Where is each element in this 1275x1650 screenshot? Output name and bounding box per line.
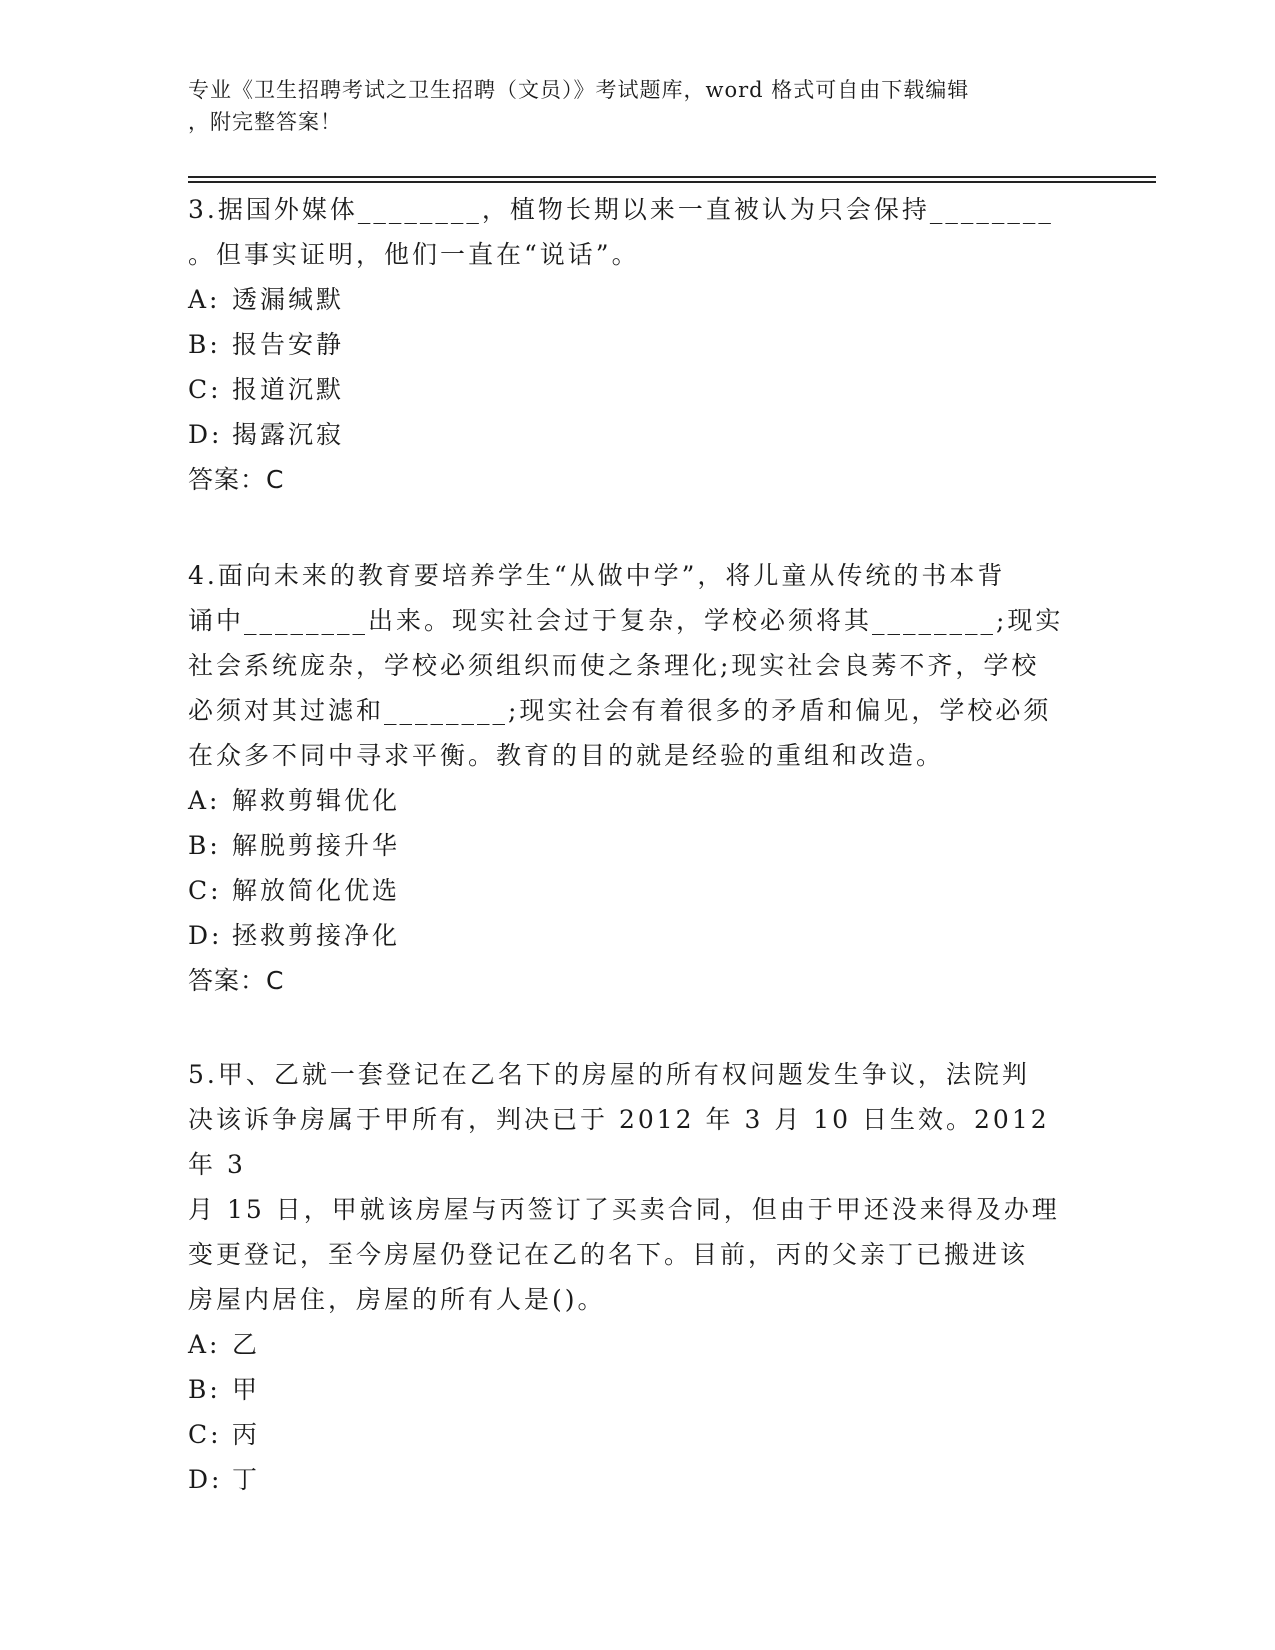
header-divider-bottom <box>188 181 1156 183</box>
question-3 <box>188 187 1078 502</box>
option-text: 解放简化优选 <box>232 876 401 905</box>
stem-line: 社会系统庞杂，学校必须组织而使之条理化;现实社会良莠不齐，学校 <box>188 651 1040 680</box>
answer-line: 答案：C <box>188 966 285 995</box>
stem-line: 4.面向未来的教育要培养学生“从做中学”，将儿童从传统的书本背 <box>188 561 1006 590</box>
option-a <box>188 778 1078 823</box>
option-key: B: <box>188 330 221 359</box>
question-stem <box>188 1052 1078 1322</box>
stem-line: 变更登记，至今房屋仍登记在乙的名下。目前，丙的父亲丁已搬进该 <box>188 1240 1029 1269</box>
option-text: 解救剪辑优化 <box>232 786 401 815</box>
option-text: 解脱剪接升华 <box>232 831 401 860</box>
header-divider-top <box>188 176 1156 178</box>
option-b <box>188 823 1078 868</box>
option-text: 乙 <box>232 1330 261 1359</box>
option-key: D: <box>188 921 223 950</box>
option-text: 丁 <box>232 1465 261 1494</box>
option-key: A: <box>188 285 221 314</box>
option-c <box>188 868 1078 913</box>
header-line-1: 专业《卫生招聘考试之卫生招聘（文员）》考试题库，word 格式可自由下载编辑 <box>188 78 970 102</box>
option-text: 揭露沉寂 <box>232 420 345 449</box>
option-key: C: <box>188 876 222 905</box>
option-c <box>188 1412 1078 1457</box>
option-b <box>188 322 1078 367</box>
answer-line: 答案：C <box>188 465 285 494</box>
document-header <box>188 74 1068 138</box>
option-key: A: <box>188 786 221 815</box>
option-text: 丙 <box>232 1420 261 1449</box>
question-stem <box>188 553 1078 778</box>
stem-line: 。但事实证明，他们一直在“说话”。 <box>188 240 640 269</box>
option-key: C: <box>188 375 222 404</box>
option-text: 拯救剪接净化 <box>232 921 401 950</box>
stem-line: 3.据国外媒体________，植物长期以来一直被认为只会保持________ <box>188 195 1054 224</box>
option-key: B: <box>188 1375 221 1404</box>
option-text: 甲 <box>232 1375 261 1404</box>
option-a <box>188 1322 1078 1367</box>
stem-line: 房屋内居住，房屋的所有人是()。 <box>188 1285 606 1314</box>
option-text: 报道沉默 <box>232 375 345 404</box>
question-4 <box>188 553 1078 1003</box>
option-key: D: <box>188 420 223 449</box>
stem-line: 5.甲、乙就一套登记在乙名下的房屋的所有权问题发生争议，法院判 <box>188 1060 1030 1089</box>
option-key: C: <box>188 1420 222 1449</box>
stem-line: 在众多不同中寻求平衡。教育的目的就是经验的重组和改造。 <box>188 741 945 770</box>
stem-line: 月 15 日，甲就该房屋与丙签订了买卖合同，但由于甲还没来得及办理 <box>188 1195 1060 1224</box>
question-5 <box>188 1052 1078 1502</box>
option-b <box>188 1367 1078 1412</box>
option-key: B: <box>188 831 221 860</box>
stem-line: 决该诉争房属于甲所有，判决已于 2012 年 3 月 10 日生效。2012 年 3 <box>188 1105 1050 1179</box>
option-key: D: <box>188 1465 223 1494</box>
option-a <box>188 277 1078 322</box>
option-d <box>188 412 1078 457</box>
stem-line: 必须对其过滤和________;现实社会有着很多的矛盾和偏见，学校必须 <box>188 696 1052 725</box>
option-text: 报告安静 <box>232 330 345 359</box>
option-d <box>188 913 1078 958</box>
option-key: A: <box>188 1330 221 1359</box>
option-d <box>188 1457 1078 1502</box>
question-stem <box>188 187 1078 277</box>
option-text: 透漏缄默 <box>232 285 345 314</box>
header-line-2: ，附完整答案！ <box>188 110 342 134</box>
stem-line: 诵中________出来。现实社会过于复杂，学校必须将其________;现实 <box>188 606 1064 635</box>
option-c <box>188 367 1078 412</box>
